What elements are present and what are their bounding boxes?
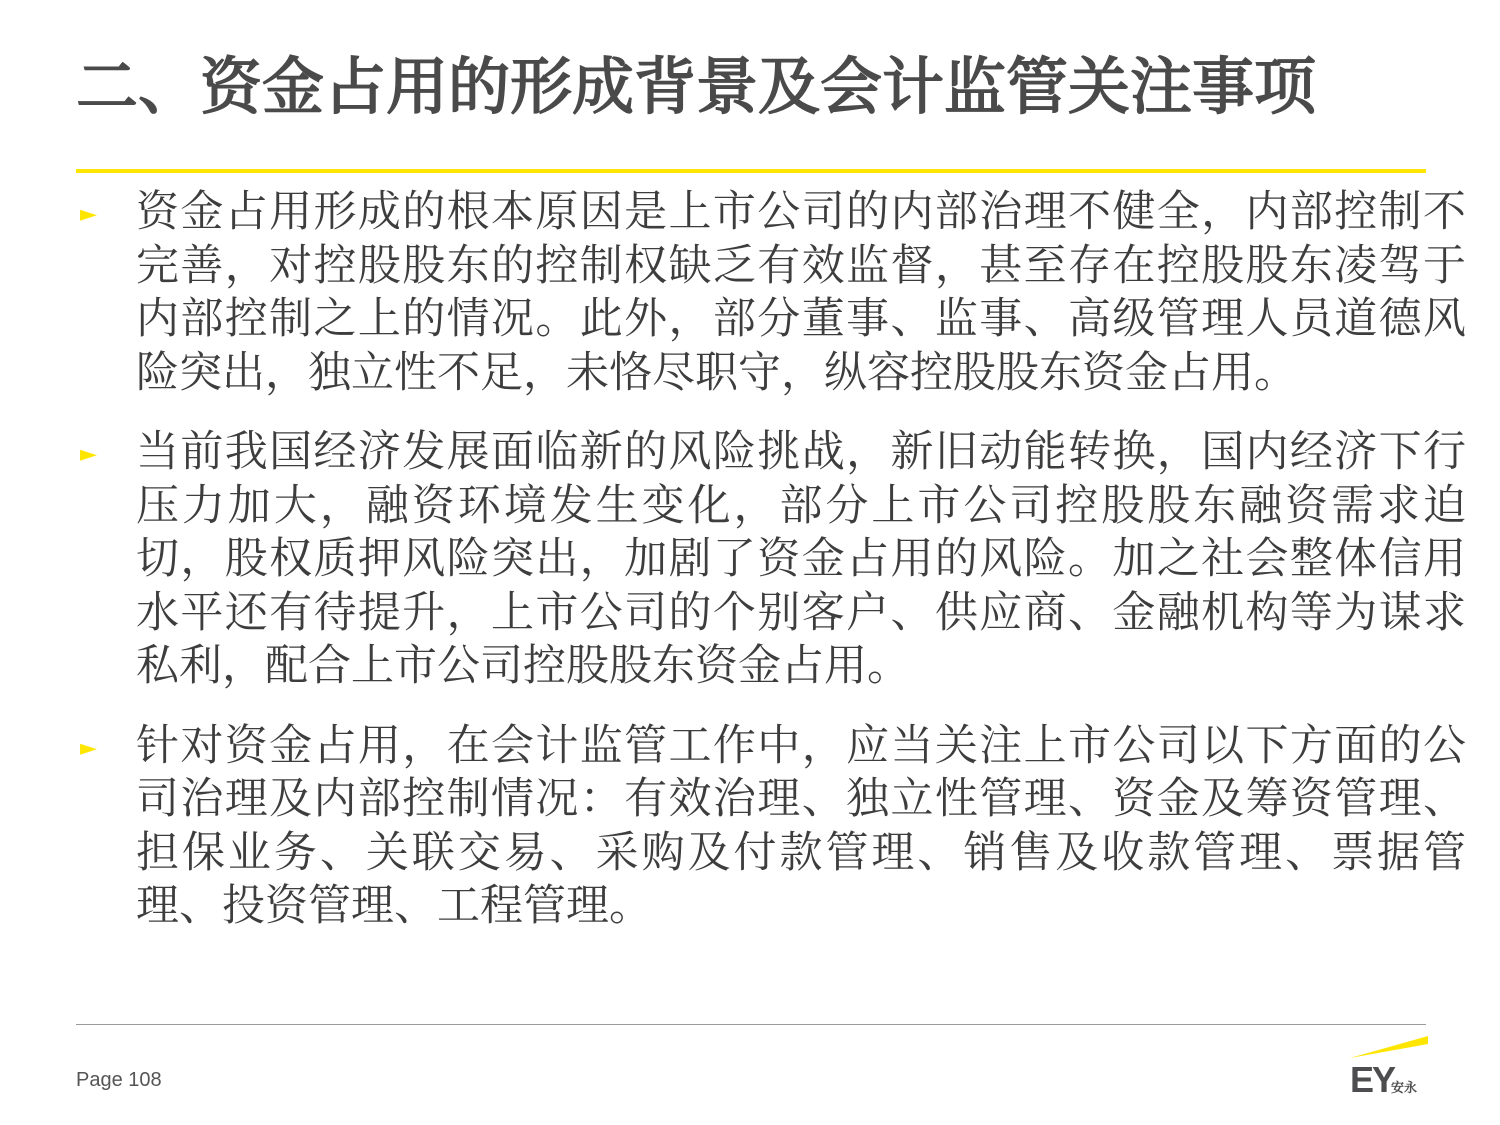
bullet-list [76,186,1466,934]
triangle-bullet-icon: ► [80,202,97,227]
bullet-item [76,426,1466,694]
triangle-bullet-icon: ► [80,442,97,467]
title-underline [76,169,1426,173]
bullet-text: 当前我国经济发展面临新的风险挑战，新旧动能转换，国内经济下行压力加大，融资环境发生变化，部分上市公司控股股东融资需求迫切，股权质押风险突出，加剧了资金占用的风险。加之社会整体信用水平还有待提升，上市公司的个别客户、供应商、金融机构等为谋求私利，配合上市公司控股股东资金占用。 [136,427,1466,691]
page-number: Page 108 [76,1069,162,1091]
slide-title: 二、资金占用的形成背景及会计监管关注事项 [76,50,1317,123]
triangle-bullet-icon: ► [80,735,97,761]
bullet-text: 针对资金占用，在会计监管工作中，应当关注上市公司以下方面的公司治理及内部控制情况：有效治理、独立性管理、资金及筹资管理、担保业务、关联交易、采购及付款管理、销售及收款管理、票据管理、投资管理、工程管理。 [136,720,1466,931]
ey-logo [1346,1034,1430,1100]
bullet-item [76,186,1466,400]
footer-divider [76,1024,1426,1025]
bullet-item [76,720,1466,934]
bullet-text: 资金占用形成的根本原因是上市公司的内部治理不健全，内部控制不完善，对控股股东的控制权缺乏有效监督，甚至存在控股股东凌驾于内部控制之上的情况。此外，部分董事、监事、高级管理人员道德风险突出，独立性不足，未恪尽职守，纵容控股股东资金占用。 [136,187,1466,398]
logo-wordmark: EY [1350,1059,1395,1100]
logo-chinese-name: 安永 [1391,1081,1418,1096]
